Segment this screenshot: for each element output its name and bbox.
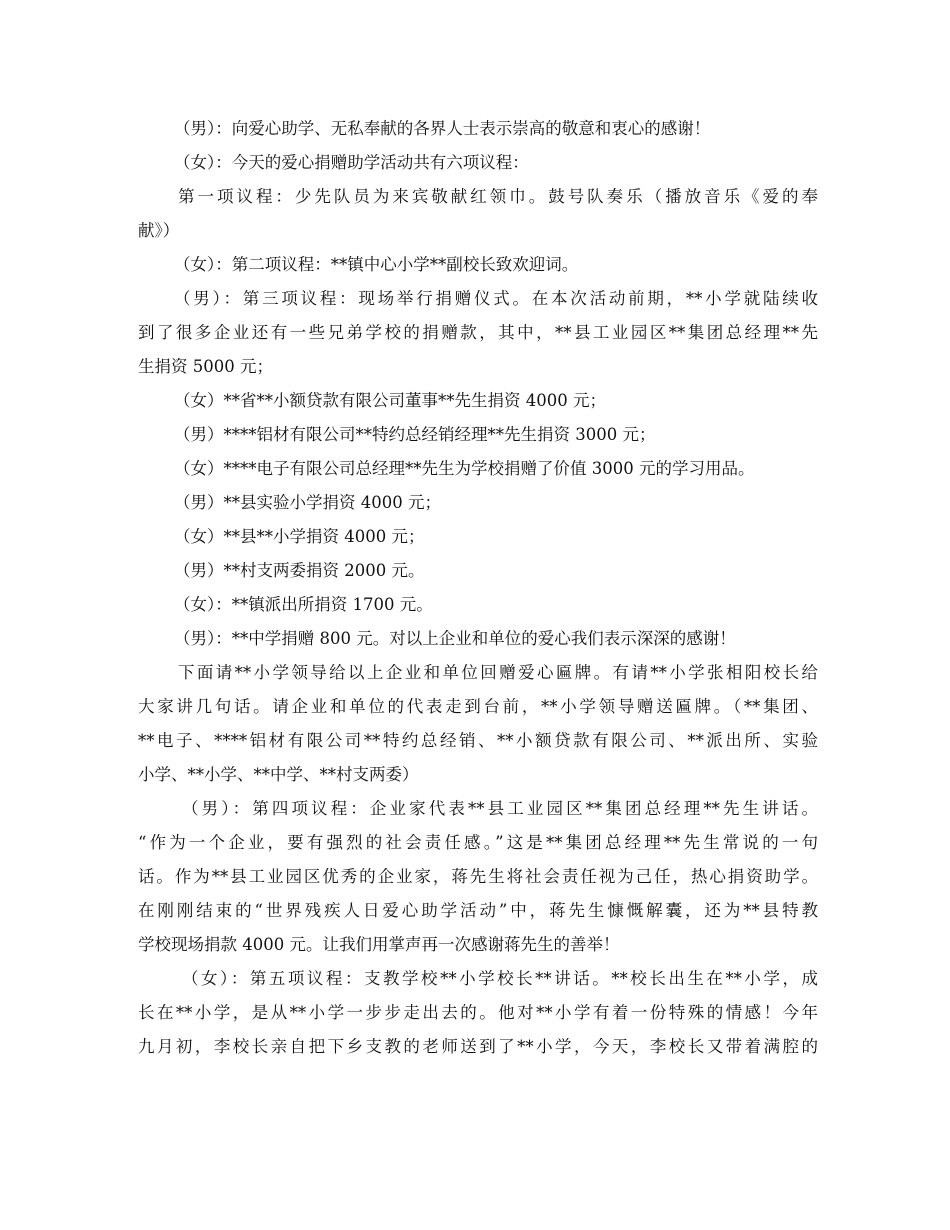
paragraph-line: 长在**小学，是从**小学一步步走出去的。他对**小学有着一份特殊的情感！今年 <box>138 1003 818 1022</box>
paragraph-line: 大家讲几句话。请企业和单位的代表走到台前，**小学领导赠送匾牌。（**集团、 <box>138 697 818 716</box>
paragraph-line: 在刚刚结束的“世界残疾人日爱心助学活动”中，蒋先生慷慨解囊，还为**县特教 <box>138 901 818 920</box>
paragraph-line: （男）：向爱心助学、无私奉献的各界人士表示崇高的敬意和衷心的感谢！ <box>174 119 711 138</box>
paragraph-line: （女）：**镇派出所捐资 1700 元。 <box>174 595 433 614</box>
paragraph-line: （男）：第三项议程：现场举行捐赠仪式。在本次活动前期，**小学就陆续收 <box>174 289 818 308</box>
paragraph-line: “作为一个企业，要有强烈的社会责任感。”这是**集团总经理**先生常说的一句 <box>138 833 818 852</box>
paragraph-line: （女）****电子有限公司总经理**先生为学校捐赠了价值 3000 元的学习用品。 <box>174 459 755 478</box>
paragraph-line: （女）**省**小额贷款有限公司董事**先生捐资 4000 元； <box>174 391 606 410</box>
paragraph-line: （男）**村支两委捐资 2000 元。 <box>174 561 425 580</box>
document-body <box>138 112 818 1064</box>
paragraph-line: （女）**县**小学捐资 4000 元； <box>174 527 425 546</box>
paragraph-line: 九月初，李校长亲自把下乡支教的老师送到了**小学，今天，李校长又带着满腔的 <box>138 1037 818 1056</box>
paragraph-line: （女）：第五项议程：支教学校**小学校长**讲话。**校长出生在**小学，成 <box>182 969 818 988</box>
paragraph-line: **电子、****铝材有限公司**特约总经销、**小额贷款有限公司、**派出所、实验 <box>138 731 818 750</box>
paragraph-line: 生捐资 5000 元； <box>138 357 273 376</box>
paragraph-line: 话。作为**县工业园区优秀的企业家，蒋先生将社会责任视为己任，热心捐资助学。 <box>138 867 818 886</box>
paragraph-line: （女）：第二项议程：**镇中心小学**副校长致欢迎词。 <box>174 255 579 274</box>
paragraph-line: （女）：今天的爱心捐赠助学活动共有六项议程： <box>174 153 529 172</box>
paragraph-line: （男）：第四项议程：企业家代表**县工业园区**集团总经理**先生讲话。 <box>182 799 818 818</box>
paragraph-line: （男）：**中学捐赠 800 元。对以上企业和单位的爱心我们表示深深的感谢！ <box>174 629 736 648</box>
paragraph-line: （男）****铝材有限公司**特约总经销经理**先生捐资 3000 元； <box>174 425 656 444</box>
paragraph-line: 小学、**小学、**中学、**村支两委） <box>138 765 419 784</box>
paragraph-line: 学校现场捐款 4000 元。让我们用掌声再一次感谢蒋先生的善举！ <box>138 935 620 954</box>
paragraph-line: 第一项议程：少先队员为来宾敬献红领巾。鼓号队奏乐（播放音乐《爱的奉 <box>178 187 818 206</box>
paragraph-line: （男）**县实验小学捐资 4000 元； <box>174 493 441 512</box>
paragraph-line: 到了很多企业还有一些兄弟学校的捐赠款，其中，**县工业园区**集团总经理**先 <box>138 323 818 342</box>
paragraph-line: 献》） <box>138 221 180 240</box>
paragraph-line: 下面请**小学领导给以上企业和单位回赠爱心匾牌。有请**小学张相阳校长给 <box>178 663 818 682</box>
